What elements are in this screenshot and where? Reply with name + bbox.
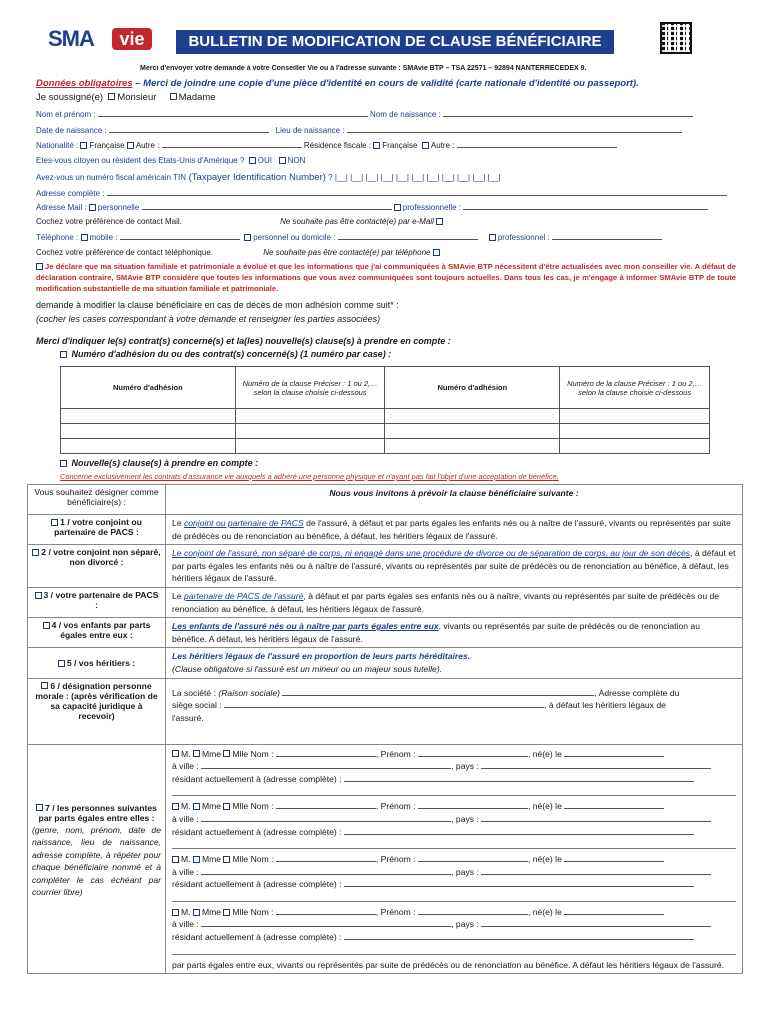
person-extra-line[interactable] (172, 891, 736, 902)
us-oui-label: OUI (257, 156, 272, 165)
person-ville-field[interactable] (201, 761, 451, 769)
clause-6-siege: siège social : (172, 700, 222, 711)
clause-6-societe: La société : (172, 687, 219, 698)
adhesion-cell[interactable] (61, 409, 236, 424)
us-question: Etes-vous citoyen ou résident des Etats-Unis d'Amérique ? (36, 156, 245, 165)
adresse-label: Adresse complète : (36, 189, 105, 198)
mandatory-label: Données obligatoires (36, 78, 133, 89)
declaration (36, 261, 736, 294)
clause-1-label: 1 / votre conjoint ou partenaire de PACS : (54, 517, 142, 537)
tin-row (36, 172, 501, 183)
residence-fiscale-label: Résidence fiscale : (303, 141, 372, 150)
nom-row (36, 109, 736, 119)
adresse-row (36, 188, 736, 198)
person-ville-label: à ville : (172, 866, 199, 877)
person-residant-field[interactable] (344, 879, 694, 887)
person-extra-line[interactable] (172, 944, 736, 955)
adhesion-cell[interactable] (385, 424, 560, 439)
smavie-logo (48, 26, 158, 52)
nationalite-autre-label: Autre : (135, 141, 160, 150)
col-adhesion-2: Numéro d'adhésion (385, 367, 560, 409)
person-mme-checkbox[interactable] (193, 856, 200, 863)
numero-intro-checkbox[interactable] (60, 351, 67, 358)
clause-2-em: Le conjoint de l'assuré, non séparé de corps, ni engagé dans une procédure de divorce ou de séparation de corps, au jour de son décès (172, 548, 691, 559)
contact-mail-label: Cochez votre préférence de contact Mail. (36, 217, 182, 226)
person-ville-line (172, 760, 736, 773)
person-mme-checkbox[interactable] (193, 909, 200, 916)
person-ville-field[interactable] (201, 919, 451, 927)
adhesion-cell[interactable] (61, 424, 236, 439)
numero-intro-text: Numéro d'adhésion du ou des contrat(s) concerné(s) (1 numéro par case) : (71, 349, 392, 359)
clause-7-note: (genre, nom, prénom, date de naissance, lieu de naissance, adresse complète, à répéter pour chaque bénéficiaire nommé et à compléter le cas échéant par courrier libre) (32, 824, 161, 898)
clause-3-em: partenaire de PACS de l'assuré (183, 590, 304, 601)
person-nom-field[interactable] (276, 907, 376, 915)
clause-2-body: , à défaut et par parts égales les enfants nés ou à naître de l'assuré, vivants ou représentés par suite de prédécès ou de renonciation au bénéfice, à défaut, les héritiers légaux de l'assuré. (172, 548, 736, 584)
person-ville-field[interactable] (201, 867, 451, 875)
lieu-naissance-label: Lieu de naissance : (275, 126, 345, 135)
person-pays-label: , pays : (451, 761, 479, 772)
contact-tel-row (36, 248, 442, 257)
clause-4-label: 4 / vos enfants par parts égales entre eux : (51, 620, 151, 641)
date-naissance-field[interactable] (109, 125, 269, 133)
person-m-checkbox[interactable] (172, 856, 179, 863)
person-prenom-field[interactable] (418, 749, 528, 757)
person-m-checkbox[interactable] (172, 803, 179, 810)
person-m-label: M. (181, 801, 191, 812)
no-mail-checkbox[interactable] (436, 218, 443, 225)
declaration-checkbox[interactable] (36, 263, 43, 270)
us-non-label: NON (287, 156, 306, 165)
person-m-label: M. (181, 748, 191, 759)
nom-prenom-field[interactable] (98, 109, 368, 117)
person-nom-field[interactable] (276, 854, 376, 862)
person-residant-field[interactable] (344, 774, 694, 782)
adhesion-cell[interactable] (61, 439, 236, 454)
person-mlle-label: Mlle Nom : (232, 854, 274, 865)
person-pays-label: , pays : (451, 919, 479, 930)
clause-6-label-cell (28, 678, 166, 744)
person-prenom-label: , Prénom : (375, 748, 416, 759)
nationalite-autre-field[interactable] (162, 140, 302, 148)
clause-4-checkbox[interactable] (43, 622, 50, 629)
residence-autre-label: Autre : (430, 141, 455, 150)
telephone-row (36, 232, 746, 242)
person-mme-label: Mme (201, 906, 222, 917)
contracts-intro: Merci d'indiquer le(s) contrat(s) concerné(s) et la(les) nouvelle(s) clause(s) à prendre en compte : (36, 336, 451, 346)
nationalite-francaise-checkbox[interactable] (80, 142, 87, 149)
clause-cell[interactable] (235, 439, 385, 454)
cocher-text: (cocher les cases correspondant à votre demande et renseigner les parties associées) (36, 314, 381, 324)
person-ville-field[interactable] (201, 814, 451, 822)
us-row (36, 156, 305, 165)
person-name-line (172, 800, 736, 813)
person-residant-label: résidant actuellement à (adresse complète) : (172, 932, 342, 943)
person-ne-label: , né(e) le (527, 906, 562, 917)
clause-7-label: 7 / les personnes suivantes par parts égales entre elles : (38, 802, 157, 823)
clause-cell[interactable] (235, 424, 385, 439)
clause-2-checkbox[interactable] (32, 549, 39, 556)
col-clause-1: Numéro de la clause Préciser : 1 ou 2,… selon la clause choisie ci-dessous (235, 367, 385, 409)
person-pays-field[interactable] (481, 919, 711, 927)
clause-7-final: par parts égales entre eux, vivants ou représentés par suite de prédécès ou de renonciation au bénéfice. A défaut les héritiers légaux de l'assuré. (172, 959, 724, 970)
person-residant-line (172, 878, 736, 891)
clause-5-label: 5 / vos héritiers : (66, 657, 136, 668)
person-pays-field[interactable] (481, 867, 711, 875)
clause-cell[interactable] (235, 409, 385, 424)
person-residant-line (172, 931, 736, 944)
person-prenom-label: , Prénom : (375, 801, 416, 812)
col-adhesion-1: Numéro d'adhésion (61, 367, 236, 409)
person-residant-field[interactable] (344, 932, 694, 940)
person-mlle-checkbox[interactable] (223, 909, 230, 916)
person-name-line (172, 853, 736, 866)
mail-row (36, 202, 746, 212)
residence-francaise-label: Française (382, 141, 418, 150)
person-ville-label: à ville : (172, 919, 199, 930)
clause-2-label-cell (28, 545, 166, 588)
person-pays-label: , pays : (451, 813, 479, 824)
clause-4-label-cell (28, 618, 166, 648)
clause-6-line-2 (172, 699, 736, 712)
right-head: Nous vous invitons à prévoir la clause bénéficiaire suivante : (166, 485, 743, 515)
datamatrix-code (660, 22, 692, 54)
nationalite-francaise-label: Française (89, 141, 125, 150)
mail-professionnelle-field[interactable] (463, 202, 708, 210)
concerne-text: Concerne exclusivement les contrats d'assurance vie auxquels a adhéré une personne physique et n'ayant pas fait l'objet d'une acceptation de bénéfice. (60, 472, 559, 481)
tin-boxes[interactable]: ? |__| |__| |__| |__| |__| |__| |__| |__| |__| |__| |__| (325, 173, 501, 182)
adresse-field[interactable] (107, 188, 727, 196)
madame-checkbox[interactable] (170, 93, 177, 100)
person-residant-label: résidant actuellement à (adresse complète) : (172, 826, 342, 837)
clause-6-adresse: , Adresse complète du (594, 687, 680, 698)
soussigne-row (36, 92, 216, 103)
clause-5-label-cell (28, 648, 166, 678)
clause-1-label-cell (28, 515, 166, 545)
logo-vie-text: vie (112, 28, 152, 50)
date-naissance-label: Date de naissance : (36, 126, 107, 135)
person-mlle-checkbox[interactable] (223, 750, 230, 757)
tel-perso-label: personnel ou domicile : (253, 233, 336, 242)
soussigne-label: Je soussigné(e) (36, 92, 104, 103)
person-nom-field[interactable] (276, 801, 376, 809)
no-mail-label: Ne souhaite pas être contacté(e) par e-Mail (280, 217, 434, 226)
person-name-line (172, 748, 736, 761)
person-prenom-label: , Prénom : (375, 906, 416, 917)
mail-personnelle-checkbox[interactable] (89, 204, 96, 211)
person-ne-label: , né(e) le (527, 801, 562, 812)
clause-6-checkbox[interactable] (41, 682, 48, 689)
person-prenom-field[interactable] (418, 907, 528, 915)
clause-3-checkbox[interactable] (35, 592, 42, 599)
person-ne-label: , né(e) le (527, 748, 562, 759)
residence-francaise-checkbox[interactable] (373, 142, 380, 149)
clause-1-em: conjoint ou partenaire de PACS (183, 518, 304, 528)
madame-label: Madame (178, 92, 216, 103)
person-block (172, 800, 736, 849)
new-clause-checkbox[interactable] (60, 460, 67, 467)
nationalite-label: Nationalité : (36, 141, 79, 150)
contact-mail-row (36, 217, 445, 226)
nom-naissance-label: Nom de naissance : (370, 110, 441, 119)
clause-3-label: 3 / votre partenaire de PACS : (43, 589, 159, 610)
nationalite-autre-checkbox[interactable] (127, 142, 134, 149)
lieu-naissance-field[interactable] (347, 125, 682, 133)
clause-7-label-cell (28, 744, 166, 974)
tel-perso-field[interactable] (338, 232, 478, 240)
person-mlle-label: Mlle Nom : (232, 748, 274, 759)
person-prenom-label: , Prénom : (375, 854, 416, 865)
person-ville-label: à ville : (172, 761, 199, 772)
person-block (172, 906, 736, 955)
mandatory-notice (36, 78, 639, 89)
person-residant-label: résidant actuellement à (adresse complète) : (172, 773, 342, 784)
person-ne-field[interactable] (564, 749, 664, 757)
adhesion-cell[interactable] (385, 439, 560, 454)
clause-2-text (166, 545, 743, 588)
mail-professionnelle-checkbox[interactable] (394, 204, 401, 211)
declaration-text: Je déclare que ma situation familiale et patrimoniale a évolué et que les informations que j'ai communiquées à SMAvie BTP nécessitent d'être actualisées avec mon conseiller vie. A défaut de déclaration contraire, SMAvie BTP considère que toutes les informations que vous avez communiquées sont toujours actuelles. Dans tous les cas, je m'engage à informer SMAvie BTP de toute modification substantielle de ma situation familiale et patrimoniale. (36, 262, 736, 293)
person-ne-field[interactable] (564, 801, 664, 809)
person-ne-label: , né(e) le (527, 854, 562, 865)
clause-4-body: , vivants ou représentés par suite de prédécès ou de renonciation au bénéfice. A défaut, les héritiers légaux de l'assuré. (172, 621, 700, 644)
clause-5-em: Les héritiers légaux de l'assuré en proportion de leurs parts héréditaires. (172, 651, 471, 662)
person-name-line (172, 906, 736, 919)
residence-autre-checkbox[interactable] (422, 142, 429, 149)
clause-4-text (166, 618, 743, 648)
person-ville-line (172, 918, 736, 931)
clause-6-siege-field[interactable] (224, 700, 544, 708)
person-residant-line (172, 826, 736, 839)
clause-1-body: de l'assuré, à défaut et par parts égales les enfants nés ou à naître de l'assuré, vivants ou représentés par suite de prédécès ou de renonciation au bénéfice, à défaut, les héritiers légaux de l'assuré. (172, 518, 731, 541)
tel-mobile-field[interactable] (120, 232, 240, 240)
clause-6-assure: l'assuré. (172, 712, 204, 723)
us-non-checkbox[interactable] (279, 157, 286, 164)
person-ville-line (172, 866, 736, 879)
tel-mobile-checkbox[interactable] (81, 234, 88, 241)
clause-1-pre: Le (172, 518, 184, 528)
clause-5-text (166, 648, 743, 678)
col-clause-2: Numéro de la clause Préciser : 1 ou 2,… selon la clause choisie ci-dessous (560, 367, 710, 409)
clause-3-pre: Le (172, 590, 184, 601)
tel-pro-label: professionnel : (497, 233, 550, 242)
person-block (172, 853, 736, 902)
nationalite-row (36, 140, 746, 150)
clause-4-em: Les enfants de l'assuré nés ou à naître par parts égales entre eux (172, 621, 439, 632)
person-pays-field[interactable] (481, 761, 711, 769)
clause-7-persons (166, 744, 743, 974)
tel-pro-checkbox[interactable] (489, 234, 496, 241)
send-address: Merci d'envoyer votre demande à votre Conseiller Vie ou à l'adresse suivante : SMAvie BTP – TSA 22571 – 92894 NANTERRECEDEX 9. (140, 65, 587, 72)
person-ville-line (172, 813, 736, 826)
clause-cell[interactable] (560, 424, 710, 439)
person-mme-checkbox[interactable] (193, 750, 200, 757)
new-clause-row (60, 458, 258, 468)
person-residant-label: résidant actuellement à (adresse complète) : (172, 879, 342, 890)
person-mme-label: Mme (201, 801, 222, 812)
clause-6-line-1 (172, 687, 736, 700)
clause-1-text (166, 515, 743, 545)
person-ne-field[interactable] (564, 854, 664, 862)
clauses-table (27, 484, 743, 974)
person-mme-label: Mme (201, 854, 222, 865)
clause-7-checkbox[interactable] (36, 804, 43, 811)
person-ne-field[interactable] (564, 907, 664, 915)
clause-2-label: 2 / votre conjoint non séparé, non divorcé : (41, 547, 161, 568)
nom-naissance-field[interactable] (443, 109, 693, 117)
us-oui-checkbox[interactable] (249, 157, 256, 164)
tin-paren: (Taxpayer Identification Number) (186, 172, 326, 183)
person-m-label: M. (181, 854, 191, 865)
clause-3-label-cell (28, 587, 166, 617)
person-m-checkbox[interactable] (172, 750, 179, 757)
nom-prenom-label: Nom et prénom : (36, 110, 96, 119)
person-mme-checkbox[interactable] (193, 803, 200, 810)
person-mlle-label: Mlle Nom : (232, 906, 274, 917)
clause-cell[interactable] (560, 439, 710, 454)
mail-professionnelle-label: professionnelle : (402, 203, 462, 212)
clause-6-label: 6 / désignation personne morale : (après vérification de sa capacité juridique à recevoir) (35, 680, 158, 721)
no-tel-label: Ne souhaite pas être contacté(e) par téléphone (263, 248, 431, 257)
clause-5-body: (Clause obligatoire si l'assuré est un mineur ou un majeur sous tutelle). (172, 663, 443, 674)
clause-3-body: , à défaut et par parts égales ses enfants nés ou à naître, vivants ou représentés par suite de prédécès ou de renonciation au bénéfice, à défaut, les héritiers légaux de l'assuré. (172, 590, 720, 614)
clause-cell[interactable] (560, 409, 710, 424)
monsieur-checkbox[interactable] (108, 93, 115, 100)
clause-6-defaut: , à défaut les héritiers légaux de (544, 700, 666, 711)
person-nom-field[interactable] (276, 749, 376, 757)
clause-6-raison: (Raison sociale) (218, 687, 280, 698)
clause-1-checkbox[interactable] (51, 519, 58, 526)
person-mme-label: Mme (201, 748, 222, 759)
monsieur-label: Monsieur (117, 92, 157, 103)
clause-5-checkbox[interactable] (58, 660, 65, 667)
left-head: Vous souhaitez désigner comme bénéficiaire(s) : (28, 485, 166, 515)
tin-question: Avez-vous un numéro fiscal américain TIN (36, 173, 186, 182)
tel-pro-field[interactable] (552, 232, 662, 240)
clause-3-text (166, 587, 743, 617)
demande-text: demande à modifier la clause bénéficiaire en cas de décès de mon adhésion comme suit* : (36, 300, 399, 310)
contact-tel-label: Cochez votre préférence de contact téléphonique. (36, 248, 214, 257)
adhesion-cell[interactable] (385, 409, 560, 424)
person-block (172, 748, 736, 797)
telephone-label: Téléphone : (36, 233, 79, 242)
tel-mobile-label: mobile : (89, 233, 118, 242)
tel-perso-checkbox[interactable] (244, 234, 251, 241)
person-prenom-field[interactable] (418, 801, 528, 809)
person-mlle-checkbox[interactable] (223, 856, 230, 863)
contracts-table (60, 366, 710, 454)
person-residant-line (172, 773, 736, 786)
adresse-mail-label: Adresse Mail : (36, 203, 87, 212)
person-ville-label: à ville : (172, 813, 199, 824)
clause-6-raison-field[interactable] (282, 688, 594, 696)
date-row (36, 125, 736, 135)
mandatory-text: – Merci de joindre une copie d'une pièce d'identité en cours de validité (carte nationale d'identité ou passeport). (132, 78, 639, 89)
new-clause-text: Nouvelle(s) clause(s) à prendre en compte : (71, 458, 259, 468)
person-mlle-label: Mlle Nom : (232, 801, 274, 812)
person-extra-line[interactable] (172, 785, 736, 796)
person-m-label: M. (181, 906, 191, 917)
mail-personnelle-label: personnelle (97, 203, 140, 212)
no-tel-checkbox[interactable] (433, 249, 440, 256)
residence-autre-field[interactable] (457, 140, 617, 148)
person-prenom-field[interactable] (418, 854, 528, 862)
person-m-checkbox[interactable] (172, 909, 179, 916)
page-title: BULLETIN DE MODIFICATION DE CLAUSE BÉNÉFICIAIRE (176, 30, 614, 54)
mail-personnelle-field[interactable] (142, 202, 392, 210)
numero-intro (60, 349, 391, 359)
clause-6-text (166, 678, 743, 744)
person-mlle-checkbox[interactable] (223, 803, 230, 810)
person-residant-field[interactable] (344, 827, 694, 835)
logo-sma-text: SMA (48, 26, 94, 51)
person-pays-label: , pays : (451, 866, 479, 877)
person-pays-field[interactable] (481, 814, 711, 822)
person-extra-line[interactable] (172, 838, 736, 849)
